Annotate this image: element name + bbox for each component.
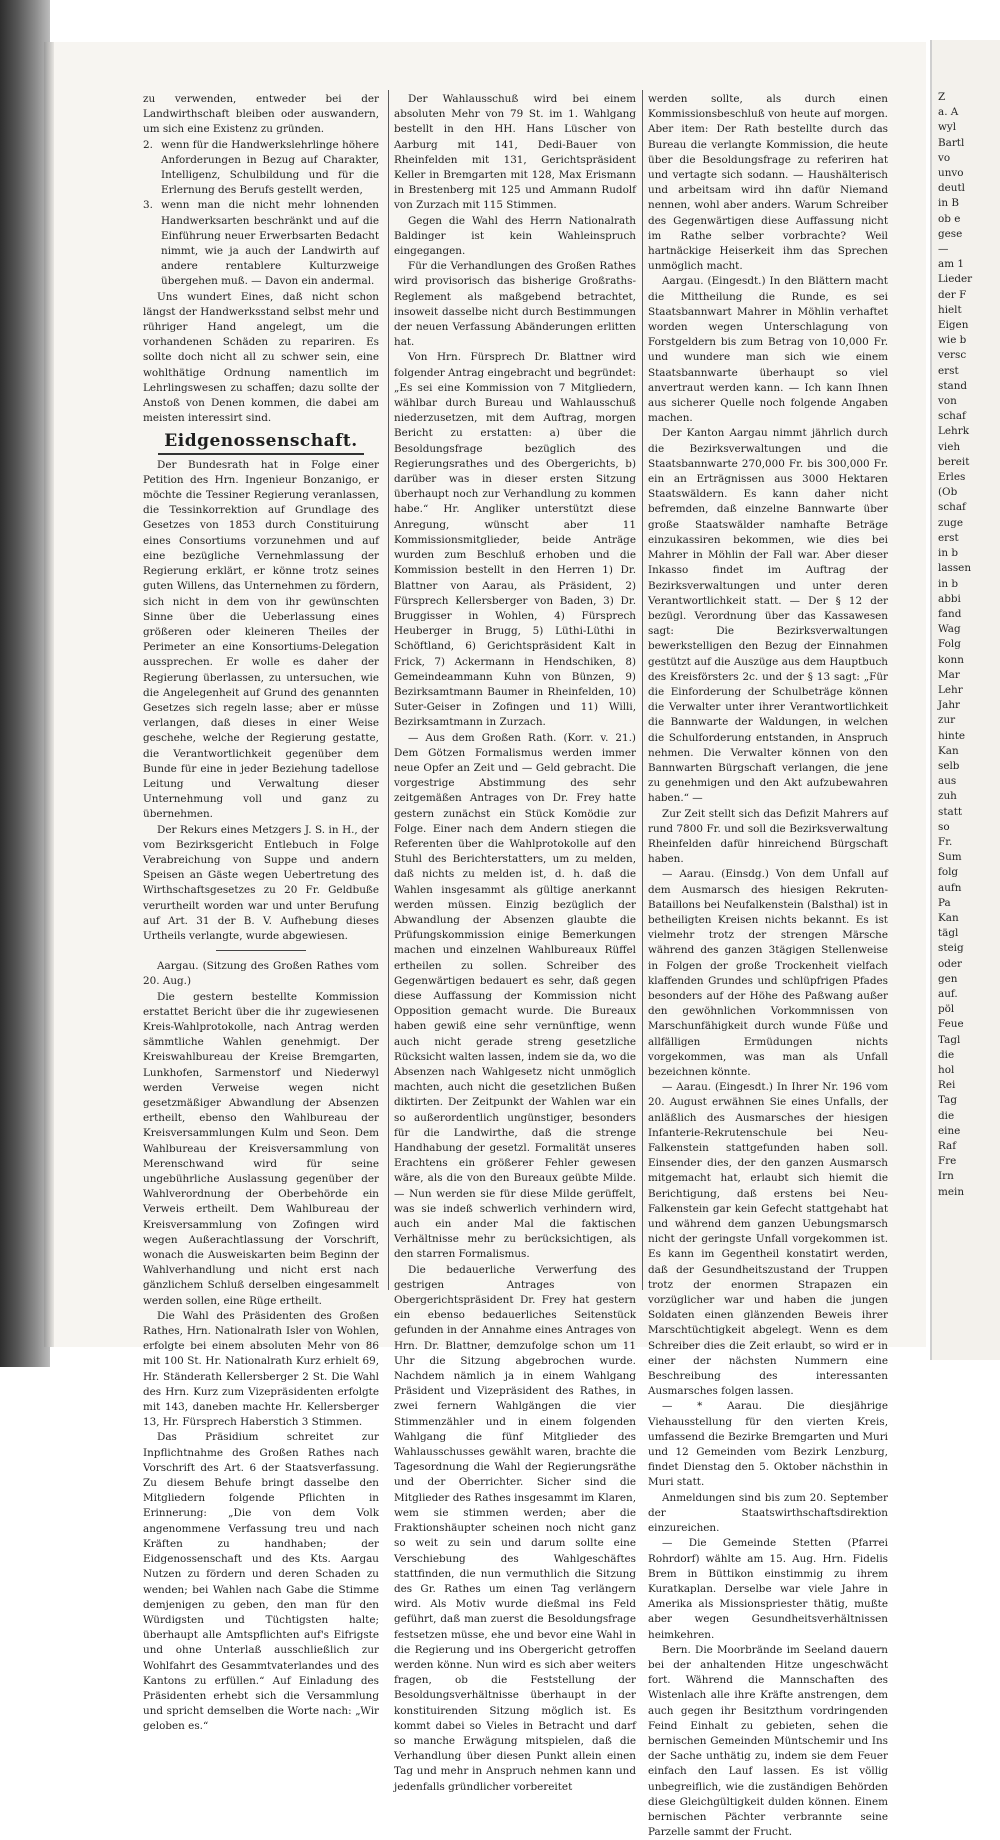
next-page-line: Eigen [938, 319, 969, 332]
section-heading-text: Eidgenossenschaft. [158, 431, 363, 455]
next-page-line: stand [938, 379, 968, 392]
paragraph: — * Aarau. Die diesjährige Viehausstellung für den vierten Kreis, umfassend die Bezirke Bremgarten und Muri und 12 Gemeinden vom Bezirk Lenzburg, findet Dienstag den 5. Oktober nächsthin in Muri statt. [648, 1400, 888, 1489]
list-item [143, 198, 379, 289]
next-page-line: steig [938, 942, 964, 955]
next-page-line: konn [938, 653, 964, 666]
paragraph: — Aarau. (Einsdg.) Von dem Unfall auf dem Ausmarsch des hiesigen Rekruten-Bataillons bei Neufalkenstein (Balsthal) ist in betheiligten Kreisen nichts bekannt. Es ist vielmehr trotz der strengen Märsche während des ganzen 3tägigen Stellenweise in Folgen der große Trockenheit vielfach klaffenden Grundes und schlüpfrigen Pfades besonders auf der Höhe des Paßwang außer den gewöhnlichen Vorkommnissen von Marschunfähigkeit durch wunde Füße und allfälligen Ermüdungen nichts vorgekommen, was man als Unfall bezeichnen könnte. [648, 868, 888, 1078]
paragraph: Der Bundesrath hat in Folge einer Petition des Hrn. Ingenieur Bonzanigo, er möchte die Tessiner Regierung veranlassen, die Tessinkorrektion auf Grundlage des Gesetzes von 1853 durch Constituirung eines Consortiums vorzunehmen und auf eine bezügliche Vernehmlassung der Regierung erklärt, er könne trotz seines guten Willens, das Unternehmen zu fördern, sich nicht in dem von ihr gewünschten Sinne über die Ueberlassung eines größeren oder kleineren Theiles der Perimeter an eine Konsortiums-Delegation aussprechen. Er wolle es daher der Regierung überlassen, zu untersuchen, wie die Angelegenheit auf Grund des genannten Gesetzes sich regeln lasse; aber er müsse verlangen, daß dieses in einer Weise geschehe, welche der Regierung gestatte, die Verantwortlichkeit gegenüber dem Bunde für eine in jeder Beziehung tadellose Leitung und Verwaltung dieser Unternehmung voll und ganz zu übernehmen. [143, 458, 379, 821]
next-page-line: die [938, 1048, 955, 1061]
paragraph: Der Kanton Aargau nimmt jährlich durch die Bezirksverwaltungen und die Staatsbannwarte 270,000 Fr. bis 300,000 Fr. ein an Erträgnissen aus 3000 Hektaren Staatswäldern. Es kann daher nicht befremden, daß einzelne Bannwarte über große Staatswälder namhafte Beträge einzukassiren bekommen, wie dies bei Mahrer in Möhlin der Fall war. Aber dieser Inkasso findet im Auftrag der Bezirksverwaltungen und unter deren Verantwortlichkeit statt. — Der § 12 der bezügl. Verordnung über das Kassawesen sagt: Die Bezirksverwaltungen bewerkstelligen den Bezug der Einnahmen gestützt auf die Auszüge aus dem Hauptbuch des Kreisförsters 2c. und der § 13 sagt: „Für die Einforderung der Schulbeträge können die Verwalter unter ihrer Verantwortlichkeit die Bannwarte der Waldungen, in welchen die Schulforderung entstanden, in Anspruch nehmen. Die Verwalter können von den Bannwarten Bürgschaft verlangen, die jene zu genehmigen und den Akt aufzubewahren haben.“ — [648, 427, 888, 805]
separator [216, 950, 306, 951]
next-page-line: eine [938, 1124, 961, 1137]
next-page-line: deutl [938, 182, 965, 195]
section-heading [143, 431, 379, 452]
next-page-line: in B [938, 197, 959, 210]
next-page-line: Mar [938, 668, 960, 681]
column-rule [642, 90, 643, 1290]
next-page-line: Raf [938, 1140, 957, 1153]
next-page-line: bereit [938, 455, 970, 468]
next-page-line: aus [938, 775, 957, 788]
next-page-line: oder [938, 957, 963, 970]
column-rule [388, 90, 389, 1290]
next-page-line: Bartl [938, 136, 965, 149]
next-page-line: — [938, 243, 949, 256]
next-page-line: ob e [938, 212, 961, 225]
next-page-line: vo [938, 151, 951, 164]
next-page-line: Wag [938, 623, 961, 636]
list-number: 3. [143, 199, 153, 212]
paragraph: Die bedauerliche Verwerfung des gestrigen Antrages von Obergerichtspräsident Dr. Frey hat gestern ein ebenso bedauerliches Seitenstück gefunden in der Annahme eines Antrages von Hrn. Dr. Blattner, demzufolge schon um 11 Uhr die Sitzung abgebrochen wurde. Nachdem nämlich ja in einem Wahlgang Präsident und Vizepräsident des Rathes, in zwei fernern Wahlgängen die vier Stimmenzähler und in einem folgenden Wahlgang die fünf Mitglieder des Wahlausschusses gewählt waren, brachte die Tagesordnung die Wahl der Regierungsräthe und der Oberrichter. Sicher sind die Mitglieder des Rathes insgesammt im Klaren, wem sie stimmen werden; aber die Fraktionshäupter scheinen noch nicht ganz so weit zu sein und darum sollte eine Verschiebung des Wahlgeschäftes stattfinden, die nun vermuthlich die Sitzung des Gr. Rathes um einen Tag verlängern wird. Als Motiv wurde dießmal ins Feld geführt, daß man zuerst die Besoldungsfrage festsetzen müsse, ehe und bevor eine Wahl in die Regierung und ins Obergericht getroffen werden könne. Nun wird es sich aber weiters fragen, ob die Feststellung der Besoldungsverhältnisse überhaupt in der konstituirenden Sitzung möglich ist. Es kommt dabei so Vieles in Betracht und darf so manche Erwägung mitspielen, daß die Verhandlung über diesen Punkt allein einen Tag und mehr in Anspruch nehmen kann und jedenfalls gründlicher vorbereitet [394, 1263, 636, 1793]
list-item [143, 138, 379, 199]
next-page-line: (Ob [938, 486, 958, 499]
next-page-line: Z [938, 91, 946, 103]
next-page-line: hol [938, 1064, 955, 1076]
next-page-line: unvo [938, 167, 964, 180]
next-page-line: in b [938, 547, 958, 560]
next-page-line: aufn [938, 881, 962, 894]
list-text: wenn für die Handwerkslehrlinge höhere Anforderungen in Bezug auf Charakter, Intelligenz, Schulbildung und für die Erlernung des Berufs gestellt werden, [161, 138, 379, 197]
next-page-line: zuge [938, 516, 963, 529]
next-page-line: lassen [938, 562, 972, 575]
next-page-line: Tagl [938, 1033, 961, 1046]
next-page-line: zur [938, 714, 956, 727]
paragraph: Anmeldungen sind bis zum 20. September der Staatswirthschaftsdirektion einzureichen. [648, 1491, 888, 1535]
next-page-line: der F [938, 288, 967, 301]
next-page-line: von [938, 395, 957, 408]
next-page-line: Rei [938, 1079, 956, 1092]
paragraph: Das Präsidium schreitet zur Inpflichtnahme des Großen Rathes nach Vorschrift des Art. 6 der Staatsverfassung. Zu diesem Behufe bringt dasselbe den Mitgliedern folgende Pflichten in Erinnerung: „Die von dem Volk angenommene Verfassung treu und nach Kräften zu handhaben; der Eidgenossenschaft und des Kts. Aargau Nutzen zu fördern und deren Schaden zu wenden; bei Wahlen nach Gabe die Stimme demjenigen zu geben, den man für den Würdigsten und Tüchtigsten halte; überhaupt alle Amtspflichten auf's Eifrigste und ohne Unterlaß ausschließlich zur Wohlfahrt des Gesammtvaterlandes und des Kantons zu erfüllen.“ Auf Einladung des Präsidenten erhebt sich die Versammlung und spricht demselben die Worte nach: „Wir geloben es.“ [143, 1431, 379, 1733]
next-page-line: zuh [938, 790, 957, 803]
column-2 [394, 92, 636, 1795]
next-page-line: Kan [938, 911, 959, 924]
page-edge-shadow [44, 42, 54, 1347]
next-page-lines [932, 40, 1000, 1200]
next-page-line: schaf [938, 410, 966, 423]
next-page-line: Folg [938, 638, 961, 651]
next-page-line: vieh [938, 440, 961, 453]
next-page-line: mein [938, 1185, 965, 1198]
paragraph: — Aarau. (Eingesdt.) In Ihrer Nr. 196 vom 20. August erwähnen Sie eines Unfalls, der anläßlich des Ausmarsches der hiesigen Infanterie-Rekrutenschule bei Neu-Falkenstein stattgefunden haben soll. Einsender dies, der den ganzen Ausmarsch mitgemacht hat, erlaubt sich hiemit die Berichtigung, daß erstens bei Neu-Falkenstein gar kein Gefecht stattgehabt hat und während dem ganzen Uebungsmarsch nicht der geringste Unfall vorgekommen ist. Es kann im Gegentheil konstatirt werden, daß der Gesundheitszustand der Truppen trotz der enormen Strapazen ein vorzüglicher war und haben die jungen Soldaten einen glänzenden Beweis ihrer Marschtüchtigkeit abgelegt. Wenn es dem Schreiber dies die Zeit erlaubt, so wird er in einer der nächsten Nummern eine Beschreibung des interessanten Ausmarsches folgen lassen. [648, 1081, 888, 1398]
paragraph: Aargau. (Sitzung des Großen Rathes vom 20. Aug.) [143, 960, 379, 988]
next-page-line: auf. [938, 987, 958, 1000]
next-page-line: in b [938, 577, 958, 590]
next-page-line: gen [938, 972, 958, 985]
list-text: wenn man die nicht mehr lohnenden Handwerksarten beschränkt und auf die Einführung neuer Erwerbsarten Bedacht nimmt, wie ja auch der Landwirth auf andere rentablere Kulturzweige übergehen muß. — Davon ein andermal. [161, 199, 379, 288]
next-page-line: wyl [938, 121, 957, 134]
paragraph: Zur Zeit stellt sich das Defizit Mahrers auf rund 7800 Fr. und soll die Bezirksverwaltung Rheinfelden dafür hinreichend Bürgschaft haben. [648, 807, 888, 866]
next-page-line: abbi [938, 592, 961, 605]
paragraph: zu verwenden, entweder bei der Landwirthschaft bleiben oder auswandern, um sich eine Existenz zu gründen. [143, 93, 379, 136]
paragraph: Die gestern bestellte Kommission erstattet Bericht über die ihr zugewiesenen Kreis-Wahlprotokolle, nach Antrag werden sämmtliche Wahlen genehmigt. Der Kreiswahlbureau der Kreise Bremgarten, Lunkhofen, Sarmenstorf und Niederwyl werden Verweise wegen nicht gesetzmäßiger Abwandlung der Absenzen ertheilt, ebenso den Wahlbureau der Kreisversammlungen Kulm und Seon. Dem Wahlbureau der Kreisversammlung von Merenschwand wird für seine ungebührliche Auslassung gegenüber der Wahlverordnung der Oberbehörde ein Verweis ertheilt. Dem Wahlbureau der Kreisversammlung von Zofingen wird wegen Außerachtlassung der Vorschrift, wonach die Ausweiskarten beim Beginn der Wahlverhandlung und nicht erst nach gänzlichem Schluß derselben eingesammelt werden sollen, eine Rüge ertheilt. [143, 990, 379, 1307]
next-page-line: Fre [938, 1155, 957, 1168]
next-page-line: Pa [938, 896, 951, 909]
next-page-line: Sum [938, 851, 962, 864]
next-page-line: Lehr [938, 683, 963, 696]
list-number: 2. [143, 138, 153, 151]
next-page-line: Kan [938, 744, 959, 757]
paragraph: Bern. Die Moorbrände im Seeland dauern bei der anhaltenden Hitze ungeschwächt fort. Während die Mannschaften des Wistenlach alle ihre Kräfte anstrengen, dem auch gegen ihr Besitzthum vordringenden Feind Einhalt zu gebieten, sehen die bernischen Gemeinden Müntschemir und Ins der Sache unthätig zu, indem sie dem Feuer einfach den Lauf lassen. Es ist völlig unbegreiflich, wie die zuständigen Behörden diese Gleichgültigkeit dulden können. Einem bernischen Pächter verbrannte seine Parzelle sammt der Frucht. [648, 1643, 888, 1839]
next-page-line: Fr. [938, 835, 953, 848]
next-page-fragment [930, 40, 1000, 1360]
next-page-line: Erles [938, 471, 966, 484]
next-page-line: die [938, 1109, 955, 1122]
next-page-line: Tag [938, 1094, 957, 1107]
column-3 [648, 92, 888, 1840]
next-page-line: wie b [938, 334, 967, 347]
next-page-line: hinte [938, 729, 966, 742]
next-page-line: gese [938, 227, 963, 240]
next-page-line: Lieder [938, 273, 973, 286]
next-page-line: Irn [938, 1170, 954, 1183]
paragraph: Von Hrn. Fürsprech Dr. Blattner wird folgender Antrag eingebracht und begründet: „Es sei eine Kommission von 7 Mitgliedern, wählbar durch Bureau und Wahlausschuß niederzusetzen, mit dem Auftrag, morgen Bericht zu erstatten: a) über die Besoldungsfrage bezüglich des Regierungsrathes und des Obergerichts, b) darüber was in dieser ersten Sitzung überhaupt noch zur Verhandlung zu kommen habe.“ Hr. Angliker unterstützt diese Anregung, wünscht aber 11 Kommissionsmitglieder, beide Anträge wurden zum Beschluß erhoben und die Kommission bestellt in den Herren 1) Dr. Blattner von Aarau, als Präsident, 2) Fürsprech Kellersberger von Baden, 3) Dr. Bruggisser in Wohlen, 4) Fürsprech Heuberger in Brugg, 5) Lüthi-Lüthi in Schöftland, 6) Gerichtspräsident Kalt in Frick, 7) Ackermann in Hendschiken, 8) Gemeindeammann Kuhn von Bünzen, 9) Bezirksamtmann Baumer in Rheinfelden, 10) Suter-Geiser in Zofingen und 11) Willi, Bezirksamtmann in Zurzach. [394, 351, 636, 729]
next-page-line: folg [938, 866, 959, 879]
next-page-line: selb [938, 759, 960, 772]
next-page-line: versc [938, 349, 967, 362]
next-page-line: am 1 [938, 258, 964, 271]
next-page-line: Feue [938, 1018, 964, 1031]
paragraph: Gegen die Wahl des Herrn Nationalrath Baldinger ist kein Wahleinspruch eingegangen. [394, 214, 636, 258]
book-binding [0, 0, 50, 1367]
next-page-line: statt [938, 805, 963, 818]
next-page-line: Lehrk [938, 425, 970, 438]
paragraph: Der Rekurs eines Metzgers J. S. in H., der vom Bezirksgericht Entlebuch in Folge Verabreichung von Suppe und andern Speisen an Gäste wegen Uebertretung des Wirthschaftsgesetzes zu 20 Fr. Geldbuße verurtheilt worden war und unter Berufung auf Art. 31 der B. V. Aufhebung dieses Urtheils verlangte, wurde abgewiesen. [143, 823, 379, 942]
paragraph: werden sollte, als durch einen Kommissionsbeschluß von heute auf morgen. Aber item: Der Rath bestellte durch das Bureau die verlangte Kommission, die heute über die Besoldungsfrage zu referiren hat und vertagte sich sodann. — Haushälterisch und arbeitsam wird ihn dafür Niemand nennen, wohl aber anders. Warum Schreiber des Gegenwärtigen diese Auffassung nicht im Rathe selber vorbrachte? Weil hartnäckige Heiserkeit ihm das Sprechen unmöglich macht. [648, 93, 888, 273]
next-page-line: erst [938, 364, 959, 377]
paragraph: — Aus dem Großen Rath. (Korr. v. 21.) Dem Götzen Formalismus werden immer neue Opfer an Zeit und — Geld gebracht. Die vorgestrige Abstimmung des sehr zeitgemäßen Antrages von Dr. Frey hatte gestern zunächst ein Stück Komödie zur Folge. Einer nach dem Andern stiegen die Referenten über die Wahlprotokolle auf den Stuhl des Berichterstatters, um zu melden, daß nichts zu melden ist, d. h. daß die Wahlen insgesammt als gültige anerkannt werden müssen. Einzig bezüglich der Abwandlung der Absenzen glaubte die Prüfungskommission einige Bemerkungen machen und einzelnen Wahlbureaux Rüffel ertheilen zu sollen. Schreiber des Gegenwärtigen bedauert es sehr, daß gegen diese Auffassung der Kommission nicht Opposition gemacht wurde. Die Bureaux haben gewiß eine sehr vernünftige, wenn auch nicht gerade streng gesetzliche Rücksicht walten lassen, indem sie da, wo die Absenzen nach Wahlgesetz nicht unmöglich machten, auch nicht die gesetzlichen Bußen diktirten. Der Zeitpunkt der Wahlen war ein so außerordentlich ungünstiger, besonders für die Landwirthe, daß die strenge Handhabung der gesetzl. Formalität unseres Erachtens ein größerer Fehler gewesen wäre, als die von den Bureaux geübte Milde. — Nun werden sie für diese Milde gerüffelt, was sie indeß schwerlich verhindern wird, auch ein ander Mal die faktischen Verhältnisse mehr zu berücksichtigen, als den starren Formalismus. [394, 731, 636, 1261]
paragraph: Die Wahl des Präsidenten des Großen Rathes, Hrn. Nationalrath Isler von Wohlen, erfolgte bei einem absoluten Mehr von 86 mit 100 St. Hr. Nationalrath Kurz erhielt 69, Hr. Ständerath Kellersberger 2 St. Die Wahl des Hrn. Kurz zum Vizepräsidenten erfolgte mit 143, daneben machte Hr. Kellersberger 13, Hr. Fürsprech Haberstich 3 Stimmen. [143, 1309, 379, 1429]
paragraph: Uns wundert Eines, daß nicht schon längst der Handwerksstand selbst mehr und rühriger Hand angelegt, um die vorhandenen Schäden zu repariren. Es sollte doch nicht all zu schwer sein, eine wohlthätige Ordnung namentlich im Lehrlingswesen zu schaffen; dazu sollte der Anstoß von Denen kommen, die dabei am meisten interessirt sind. [143, 290, 379, 425]
paragraph: — Die Gemeinde Stetten (Pfarrei Rohrdorf) wählte am 15. Aug. Hrn. Fidelis Brem in Büttikon einstimmig zu ihrem Kuratkaplan. Derselbe war viele Jahre in Amerika als Missionspriester thätig, mußte aber wegen Gesundheitsverhältnissen heimkehren. [648, 1537, 888, 1641]
next-page-line: so [938, 820, 950, 833]
paragraph: Aargau. (Eingesdt.) In den Blättern macht die Mittheilung die Runde, es sei Staatsbannwart Mahrer in Möhlin verhaftet worden wegen Unterschlagung von Forstgeldern bis zum Betrag von 10,000 Fr. und wundere man sich wie einem Staatsbannwarte überhaupt so viel anvertraut werden kann. — Ich kann Ihnen aus sicherer Quelle noch folgende Angaben machen. [648, 275, 888, 425]
next-page-line: hielt [938, 303, 962, 316]
next-page-line: pöl [938, 1003, 955, 1016]
paragraph: Für die Verhandlungen des Großen Rathes wird provisorisch das bisherige Großraths-Reglement als maßgebend betrachtet, insoweit dasselbe nicht durch Bestimmungen der neuen Verfassung Abänderungen erlitten hat. [394, 260, 636, 349]
paragraph: Der Wahlausschuß wird bei einem absoluten Mehr von 79 St. im 1. Wahlgang bestellt in den HH. Hans Lüscher von Aarburg mit 141, Dedi-Bauer von Rheinfelden mit 131, Gerichtspräsident Keller in Bremgarten mit 128, Max Erismann in Brestenberg mit 125 und Ammann Rudolf von Zurzach mit 115 Stimmen. [394, 93, 636, 212]
next-page-line: Jahr [938, 699, 961, 712]
next-page-line: fand [938, 607, 962, 620]
column-1 [143, 92, 379, 1735]
next-page-line: schaf [938, 501, 966, 514]
next-page-line: tägl [938, 927, 959, 940]
next-page-line: a. A [938, 106, 959, 119]
next-page-line: erst [938, 531, 959, 544]
